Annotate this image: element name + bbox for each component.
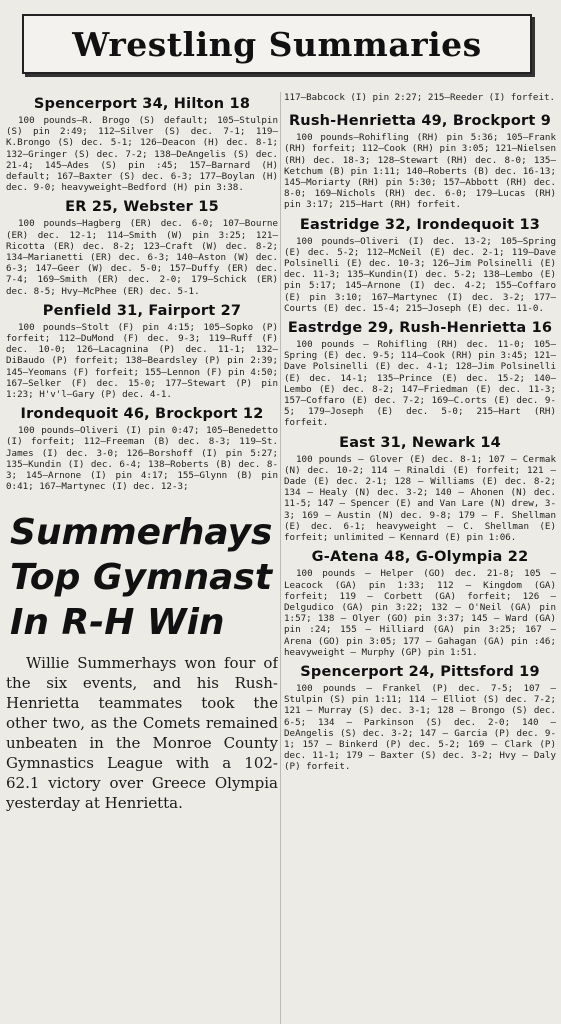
- match-headline: G-Atena 48, G-Olympia 22: [311, 549, 529, 566]
- match-results: 100 pounds—Oliveri (I) dec. 13-2; 105—Spring (E) dec. 5-2; 112—McNeil (E) dec. 2-1; 119—Dave Polsinelli (E) dec. 10-3; 126—Jim Polsinelli (E) dec. 11-3; 135—Kundin(I) dec. 5-2; 138—Lembo (E) pin 5:17; 145—Arnone (I) dec. 4-2; 155—Coffaro (E) pin 3:10; 167—Martynec (I) dec. 3-2; 177—Courts (E) dec. 15-4; 215—Joseph (E) dec. 11-0.: [284, 235, 556, 314]
- match-results: 100 pounds — Glover (E) dec. 8-1; 107 — Cermak (N) dec. 10-2; 114 — Rinaldi (E) forfeit; 121 — Dade (E) dec. 2-1; 128 — Williams (E) dec. 8-2; 134 — Healy (N) dec. 3-2; 140 — Ahonen (N) dec. 11-5; 147 — Spencer (E) and Van Lare (N) drew, 3-3; 169 — Austin (N) dec. 9-8; 179 — F. Shellman (E) dec. 6-1; heavyweight — C. Shellman (E) forfeit; unlimited — Kennard (E) pin 1:06.: [284, 453, 556, 544]
- match-summary: [284, 435, 556, 544]
- match-results: 100 pounds — Helper (GO) dec. 21-8; 105 — Leacock (GA) pin 1:33; 112 — Kingdom (GA) forfeit; 119 — Corbett (GA) forfeit; 126 — Delgudico (GA) pin 3:22; 132 — O'Neil (GA) pin 1:57; 138 — Olyer (GO) pin 3:37; 145 — Ward (GA) pin :24; 155 — Hilliard (GA) pin 3:25; 167 — Arena (GO) pin 3:05; 177 — Gahagan (GA) pin :46; heavyweight — Murphy (GP) pin 1:51.: [284, 568, 556, 658]
- match-summary: [284, 320, 556, 429]
- feature-headline-line: Summerhays: [10, 512, 273, 554]
- feature-body: Willie Summerhays won four of the six events, and his Rush-Henrietta teammates took the other two, as the Comets remained unbeaten in the Monroe County Gymnastics League with a 102-62.1 victory over Greece Olympia yesterday at Henrietta.: [6, 654, 278, 813]
- feature-headline-line: In R-H Win: [10, 602, 225, 644]
- match-summary: [284, 549, 556, 658]
- match-headline: Irondequoit 46, Brockport 12: [20, 406, 264, 423]
- match-headline: Eastrdge 29, Rush-Henrietta 16: [287, 320, 553, 337]
- continued-results: [284, 92, 556, 103]
- match-headline: Eastridge 32, Irondequoit 13: [299, 216, 541, 233]
- match-results: 100 pounds—R. Brogo (S) default; 105—Stulpin (S) pin 2:49; 112—Silver (S) dec. 7-1; 119—K.Brongo (S) dec. 5-1; 126—Deacon (H) dec. 8-1; 132—Gringer (S) dec. 7-2; 138—DeAngelis (S) dec. 21-4; 145—Ades (S) pin :45; 157—Barnard (H) default; 167—Baxter (S) dec. 6-3; 177—Boylan (H) dec. 9-0; heavyweight—Bedford (H) pin 3:38.: [6, 115, 278, 194]
- match-headline: East 31, Newark 14: [339, 434, 501, 451]
- feature-headline-line: Top Gymnast: [10, 557, 273, 599]
- match-summary: [6, 199, 278, 296]
- match-summary: [284, 217, 556, 314]
- match-headline: Rush-Henrietta 49, Brockport 9: [288, 113, 552, 130]
- match-results: 100 pounds—Oliveri (I) pin 0:47; 105—Benedetto (I) forfeit; 112—Freeman (B) dec. 8-3; 119—St. James (I) dec. 3-0; 126—Borshoff (I) pin 5:27; 135—Kundin (I) dec. 6-4; 138—Roberts (B) dec. 8-3; 145—Arnone (I) pin 4:17; 155—Glynn (B) pin 0:41; 167—Martynec (I) dec. 12-3;: [6, 425, 278, 493]
- match-results: 100 pounds—Stolt (F) pin 4:15; 105—Sopko (P) forfeit; 112—DuMond (F) dec. 9-3; 119—Ruff (F) dec. 10-0; 126—Lacagnina (P) dec. 11-1; 132—DiBaudo (P) forfeit; 138—Beardsley (P) pin 2:39; 145—Yeomans (F) forfeit; 155—Lennon (F) pin 4:50; 167—Selker (F) dec. 15-0; 177—Stewart (P) pin 1:23; H'v'l—Gary (P) dec. 4-1.: [6, 321, 278, 401]
- column-divider: [280, 92, 281, 1024]
- page-title: Wrestling Summaries: [72, 24, 482, 64]
- match-headline: Spencerport 34, Hilton 18: [33, 96, 251, 112]
- match-results: 100 pounds — Rohifling (RH) dec. 11-0; 105—Spring (E) dec. 9-5; 114—Cook (RH) pin 3:45; 121—Dave Polsinelli (E) dec. 4-1; 128—Jim Polsinelli (E) dec. 14-1; 135—Prince (E) dec. 15-2; 140—Lembo (E) dec. 8-2; 147—Friedman (E) dec. 11-3; 157—Coffaro (E) dec. 7-2; 169—C.orts (E) dec. 9-5; 179—Joseph (E) dec. 5-0; 215—Hart (RH) forfeit.: [284, 339, 556, 429]
- match-results: 100 pounds — Frankel (P) dec. 7-5; 107 — Stulpin (S) pin 1:11; 114 — Elliot (S) dec. 7-2; 121 — Murray (S) dec. 3-1; 128 — Brongo (S) dec. 6-5; 134 — Parkinson (S) dec. 2-0; 140 — DeAngelis (S) dec. 3-2; 147 — Garcia (P) dec. 9-1; 157 — Binkerd (P) dec. 5-2; 169 — Clark (P) dec. 11-1; 179 — Baxter (S) dec. 3-2; Hvy — Daly (P) forfeit.: [284, 682, 556, 773]
- match-summary: [6, 96, 278, 193]
- left-column: [6, 92, 278, 1024]
- match-headline: ER 25, Webster 15: [65, 199, 219, 216]
- match-summary: [6, 406, 278, 492]
- match-results-continued: 117—Babcock (I) pin 2:27; 215—Reeder (I) forfeit.: [284, 92, 556, 103]
- match-summary: [284, 664, 556, 773]
- feature-headline: [10, 510, 278, 645]
- match-results: 100 pounds—Hagberg (ER) dec. 6-0; 107—Bourne (ER) dec. 12-1; 114—Smith (W) pin 3:25; 121—Ricotta (ER) dec. 8-2; 123—Craft (W) dec. 8-2; 134—Marianetti (ER) dec. 6-3; 140—Aston (W) dec. 6-3; 147—Geer (W) dec. 5-0; 157—Duffy (ER) dec. 7-4; 169—Smith (ER) dec. 2-0; 179—Schick (ER) dec. 8-5; Hvy—McPhee (ER) dec. 5-1.: [6, 218, 278, 297]
- match-headline: Spencerport 24, Pittsford 19: [300, 663, 540, 680]
- match-headline: Penfield 31, Fairport 27: [42, 302, 242, 319]
- match-results: 100 pounds—Rohifling (RH) pin 5:36; 105—Frank (RH) forfeit; 112—Cook (RH) pin 3:05; 121—Nielsen (RH) dec. 18-3; 128—Stewart (RH) dec. 8-0; 135—Ketchum (B) pin 1:11; 140—Roberts (B) dec. 16-13; 145—Moriarty (RH) pin 5:30; 157—Abbott (RH) dec. 8-0; 169—Nichols (RH) dec. 6-0; 179—Lucas (RH) pin 3:17; 215—Hart (RH) forfeit.: [284, 132, 556, 211]
- match-summary: [284, 113, 556, 210]
- gymnastics-feature: [6, 510, 278, 813]
- match-summary: [6, 303, 278, 400]
- right-column: [284, 92, 556, 1024]
- masthead: [22, 14, 532, 74]
